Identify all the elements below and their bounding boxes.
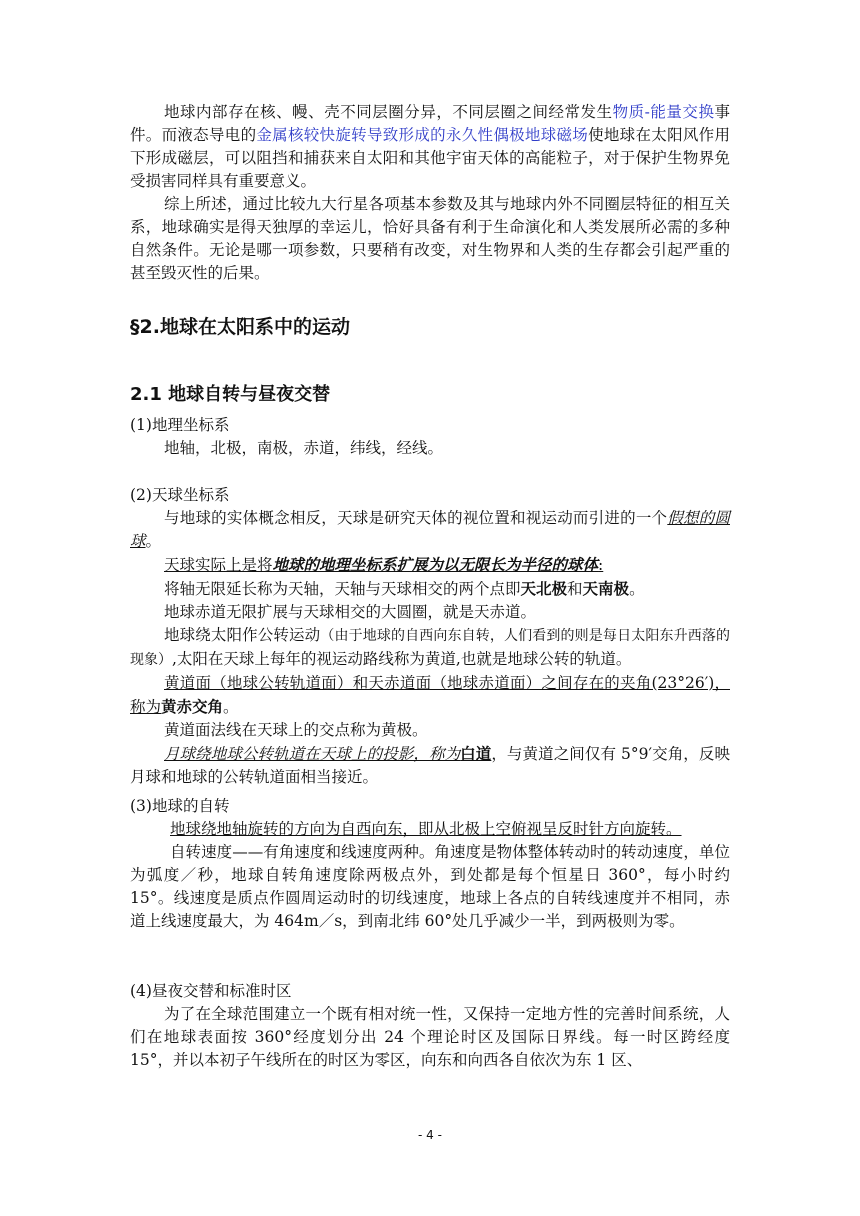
white-path-term: 白道 bbox=[460, 744, 492, 763]
celestial-text: : bbox=[598, 556, 604, 574]
timezone-section bbox=[130, 980, 730, 1072]
celestial-underlined bbox=[164, 556, 603, 574]
celestial-text: 。 bbox=[145, 532, 162, 550]
rotation-paragraph-2: 自转速度——有角速度和线速度两种。角速度是物体整体转动时的转动速度，单位为弧度／秒，地球自转角速度除两极点外，到处都是每个恒星日 360°，每小时约 15°。线速度是质点作圆周运动时的切线速度，地球上各点的自转线速度并不相同，赤道上线速度最大，为 464m／s，到南北纬 60°处几乎减少一半，到两极则为零。 bbox=[130, 843, 730, 930]
intro-text: 使地球在太阳风作用下形成磁层，可以阻挡和捕获来自太阳和其他宇宙天体的高能粒子，对于保护生物界免受损害同样具有重要意义。 bbox=[130, 126, 730, 190]
celestial-text: 地球绕太阳作公转运动 bbox=[164, 626, 321, 644]
celestial-text: ,太阳在天球上每年的视运动路线称为黄道,也就是地球公转的轨道。 bbox=[172, 650, 632, 668]
intro-highlight-2: 金属核较快旋转导致形成的永久性偶极地球磁场 bbox=[256, 126, 589, 144]
celestial-paragraph-7: 黄道面法线在天球上的交点称为黄极。 bbox=[164, 721, 428, 739]
geo-coords-text: 地轴，北极，南极，赤道，纬线，经线。 bbox=[164, 439, 444, 457]
celestial-paragraph-1 bbox=[130, 507, 730, 553]
page-number: - 4 - bbox=[418, 1128, 442, 1142]
celestial-section bbox=[130, 484, 730, 789]
intro-paragraph-1 bbox=[130, 101, 730, 193]
celestial-underlined: 黄道面（地球公转轨道面）和天赤道面（地球赤道面）之间存在的夹角(23°26′)，称为 bbox=[130, 674, 730, 716]
geo-coords-heading: (1)地理坐标系 bbox=[130, 416, 230, 434]
celestial-paragraph-3 bbox=[130, 577, 730, 601]
celestial-text: 与地球的实体概念相反，天球是研究天体的视位置和视运动而引进的一个 bbox=[164, 509, 668, 527]
celestial-note: （由于地球的自西向东自转，人们看到的则是每日太阳东升西落的现象） bbox=[130, 628, 730, 668]
celestial-text: 。 bbox=[223, 698, 239, 716]
intro-text: 事件。而液态导电的 bbox=[130, 103, 730, 144]
timezone-paragraph-1: 为了在全球范围建立一个既有相对统一性，又保持一定地方性的完善时间系统，人们在地球表面按 360°经度划分出 24 个理论时区及国际日界线。每一时区跨经度 15°，并以本初子午线所在的时区为零区，向东和向西各自依次为东 1 区、 bbox=[130, 1005, 730, 1069]
imaginary-sphere-term: 假想的圆球 bbox=[130, 509, 730, 550]
celestial-text: ，与黄道之间仅有 5°9′交角，反映月球和地球的公转轨道面相当接近。 bbox=[130, 745, 730, 786]
timezone-heading: (4)昼夜交替和标准时区 bbox=[130, 982, 292, 1000]
celestial-paragraph-5 bbox=[130, 624, 730, 672]
celestial-paragraph-2 bbox=[130, 553, 730, 577]
celestial-underlined: 月球绕地球公转轨道在天球上的投影，称为 bbox=[164, 745, 461, 763]
intro-paragraph-2: 综上所述，通过比较九大行星各项基本参数及其与地球内外不同圈层特征的相互关系，地球确实是得天独厚的幸运儿，恰好具备有利于生命演化和人类发展所必需的多种自然条件。无论是哪一项参数，只要稍有改变，对生物界和人类的生存都会引起严重的甚至毁灭性的后果。 bbox=[130, 195, 730, 282]
celestial-emphasis: 地球的地理坐标系扩展为以无限长为半径的球体 bbox=[272, 555, 599, 574]
celestial-paragraph-6 bbox=[130, 672, 730, 719]
celestial-text: 。 bbox=[629, 580, 645, 598]
celestial-paragraph-8 bbox=[130, 742, 730, 789]
section-title: §2.地球在太阳系中的运动 bbox=[130, 316, 350, 338]
south-celestial-pole-term: 天南极 bbox=[582, 579, 630, 598]
rotation-paragraph-1 bbox=[130, 818, 730, 841]
rotation-section bbox=[130, 795, 730, 933]
north-celestial-pole-term: 天北极 bbox=[520, 579, 568, 598]
celestial-heading: (2)天球坐标系 bbox=[130, 486, 230, 504]
celestial-text: 天球实际上是将 bbox=[164, 556, 273, 574]
obliquity-term: 黄赤交角 bbox=[161, 697, 224, 716]
celestial-text: 将轴无限延长称为天轴，天轴与天球相交的两个点即 bbox=[164, 580, 521, 598]
geo-coords-section bbox=[130, 414, 730, 460]
celestial-text: 和 bbox=[567, 580, 583, 598]
rotation-heading: (3)地球的自转 bbox=[130, 797, 230, 815]
rotation-underlined: 地球绕地轴旋转的方向为自西向东，即从北极上空俯视呈反时针方向旋转。 bbox=[170, 820, 682, 838]
celestial-paragraph-4: 地球赤道无限扩展与天球相交的大圆圈，就是天赤道。 bbox=[164, 603, 537, 621]
subsection-title: 2.1 地球自转与昼夜交替 bbox=[130, 384, 331, 405]
intro-section bbox=[130, 101, 730, 285]
intro-text: 地球内部存在核、幔、壳不同层圈分异，不同层圈之间经常发生 bbox=[164, 103, 613, 121]
intro-highlight-1: 物质-能量交换 bbox=[612, 103, 715, 121]
